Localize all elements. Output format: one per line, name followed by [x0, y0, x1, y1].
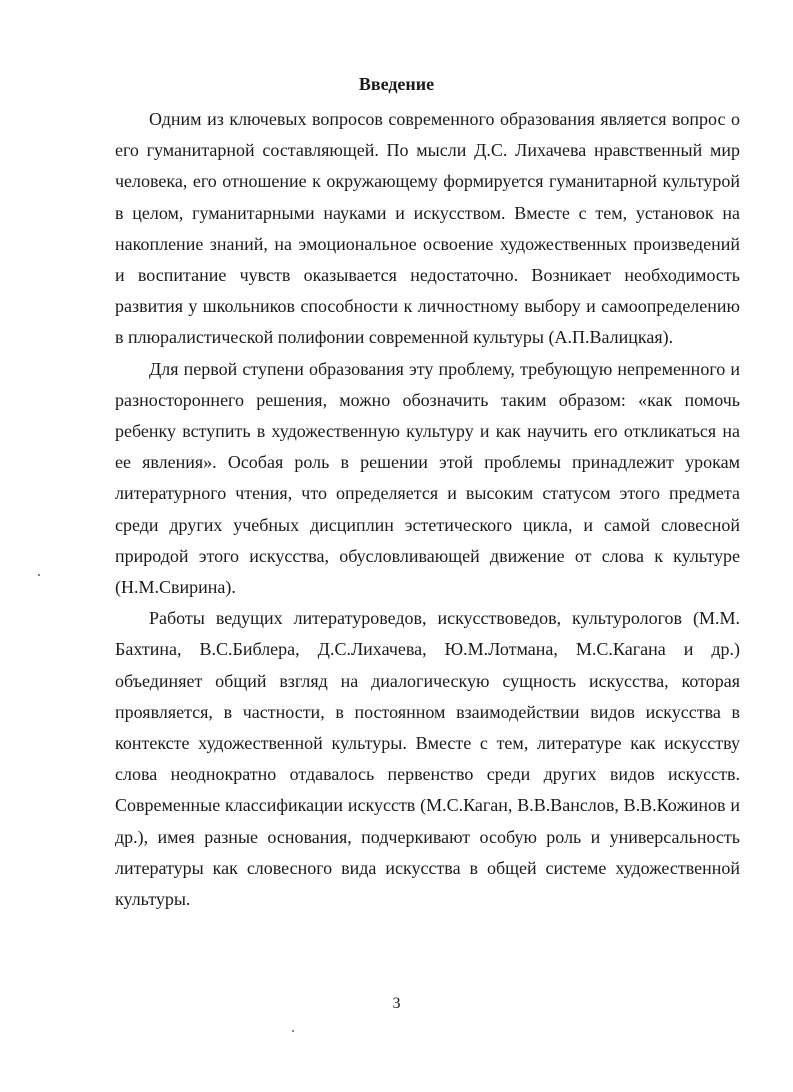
paragraph-2: Для первой ступени образования эту проблему, требующую непременного и разностороннего решения, можно обозначить таким образом: «как помочь ребенку вступить в художественную культуру и как научить его откликаться на ее явления». Особая роль в решении этой проблемы принадлежит урокам литературного чтения, что определяется и высоким статусом этого предмета среди других учебных дисциплин эстетического цикла, и самой словесной природой этого искусства, обусловливающей движение от слова к культуре (Н.М.Свирина).	[115, 358, 740, 598]
page-number: 3	[392, 995, 401, 1012]
scan-speck	[38, 574, 40, 576]
paragraph-3: Работы ведущих литературоведов, искусствоведов, культурологов (М.М. Бахтина, В.С.Библера, Д.С.Лихачева, Ю.М.Лотмана, М.С.Кагана и др.) объединяет общий взгляд на диалогическую сущность искусства, которая проявляется, в частности, в постоянном взаимодействии видов искусства в контексте художественной культуры. Вместе с тем, литературе как искусству слова неоднократно отдавалось первенство среди других видов искусств. Современные классификации искусств (М.С.Каган, В.В.Ванслов, В.В.Кожинов и др.), имея разные основания, подчеркивают особую роль и универсальность литературы как словесного вида искусства в общей системе художественной культуры.	[115, 608, 740, 910]
scan-speck	[292, 1030, 294, 1032]
paragraph-1: Одним из ключевых вопросов современного образования является вопрос о его гуманитарной составляющей. По мысли Д.С. Лихачева нравственный мир человека, его отношение к окружающему формируется гуманитарной культурой в целом, гуманитарными науками и искусством. Вместе с тем, установок на накопление знаний, на эмоциональное освоение художественных произведений и воспитание чувств оказывается недостаточно. Возникает необходимость развития у школьников способности к личностному выбору и самоопределению в плюралистической полифонии современной культуры (А.П.Валицкая).	[115, 109, 740, 348]
page-title: Введение	[358, 74, 435, 94]
body-text	[115, 104, 740, 915]
